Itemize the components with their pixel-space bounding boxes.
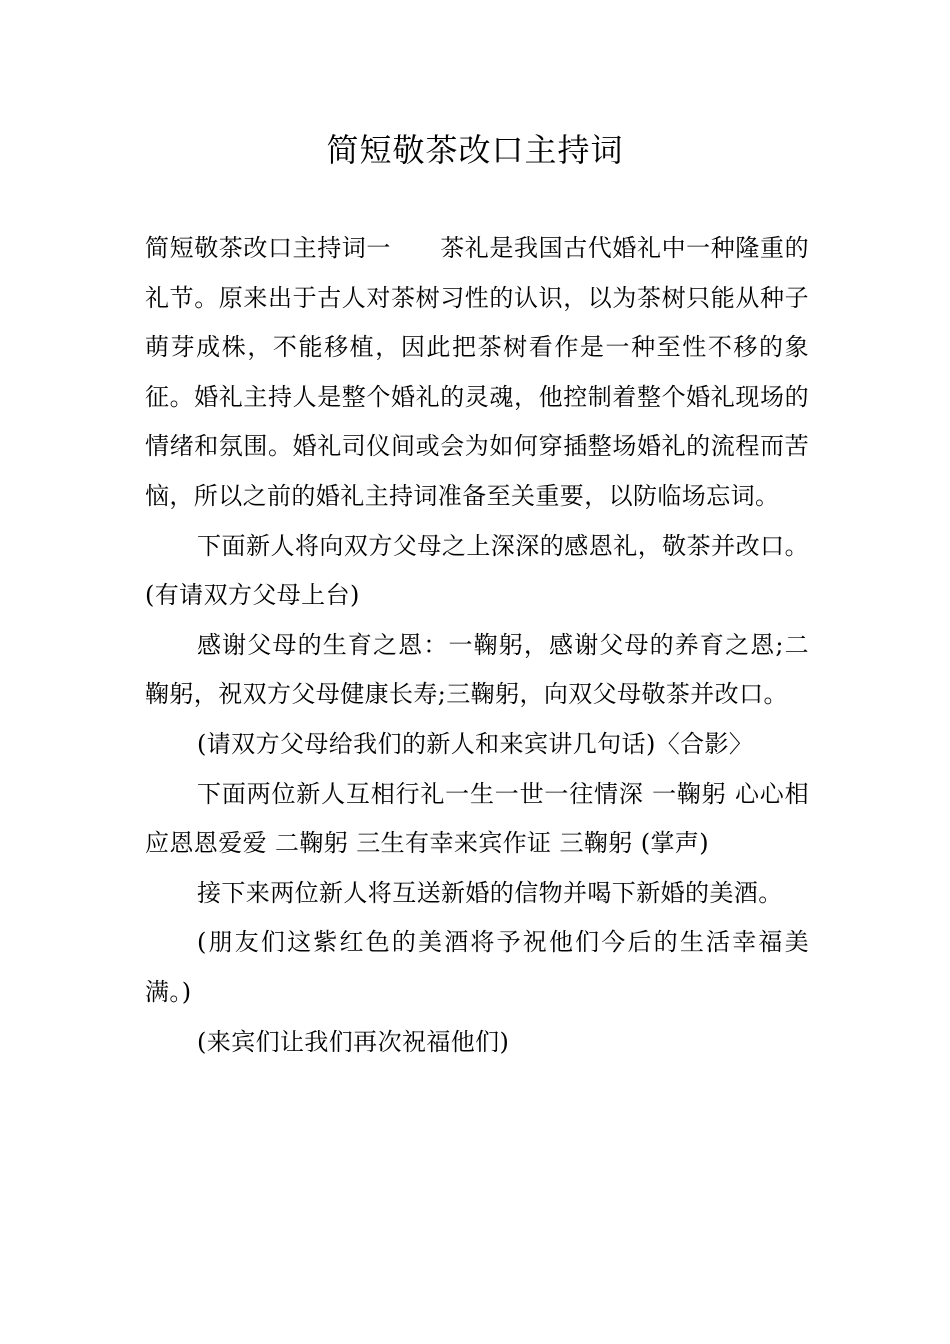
paragraph-thanks-ceremony: 下面新人将向双方父母之上深深的感恩礼，敬茶并改口。(有请双方父母上台) xyxy=(145,531,809,610)
paragraph-mutual-bows: 下面两位新人互相行礼一生一世一往情深 一鞠躬 心心相应恩恩爱爱 二鞠躬 三生有幸来宾作证 三鞠躬 (掌声) xyxy=(145,779,809,858)
paragraph-intro: 简短敬茶改口主持词一 茶礼是我国古代婚礼中一种隆重的礼节。原来出于古人对茶树习性的认识，以为茶树只能从种子萌芽成株，不能移植，因此把茶树看作是一种至性不移的象征。婚礼主持人是整个婚礼的灵魂，他控制着整个婚礼现场的情绪和氛围。婚礼司仪间或会为如何穿插整场婚礼的流程而苦恼，所以之前的婚礼主持词准备至关重要，以防临场忘词。 xyxy=(145,234,809,510)
document-body xyxy=(145,224,809,1067)
paragraph-wine-blessing: (朋友们这紫红色的美酒将予祝他们今后的生活幸福美满。) xyxy=(145,928,809,1006)
paragraph-exchange-tokens: 接下来两位新人将互送新婚的信物并喝下新婚的美酒。 xyxy=(197,878,783,907)
paragraph-final-blessing: (来宾们让我们再次祝福他们) xyxy=(197,1027,510,1056)
paragraph-bows: 感谢父母的生育之恩：一鞠躬，感谢父母的养育之恩;二鞠躬，祝双方父母健康长寿;三鞠躬，向双父母敬茶并改口。 xyxy=(145,630,809,709)
document-title: 简短敬茶改口主持词 xyxy=(326,131,624,169)
paragraph-parents-speech: (请双方父母给我们的新人和来宾讲几句话)〈合影〉 xyxy=(197,729,754,758)
